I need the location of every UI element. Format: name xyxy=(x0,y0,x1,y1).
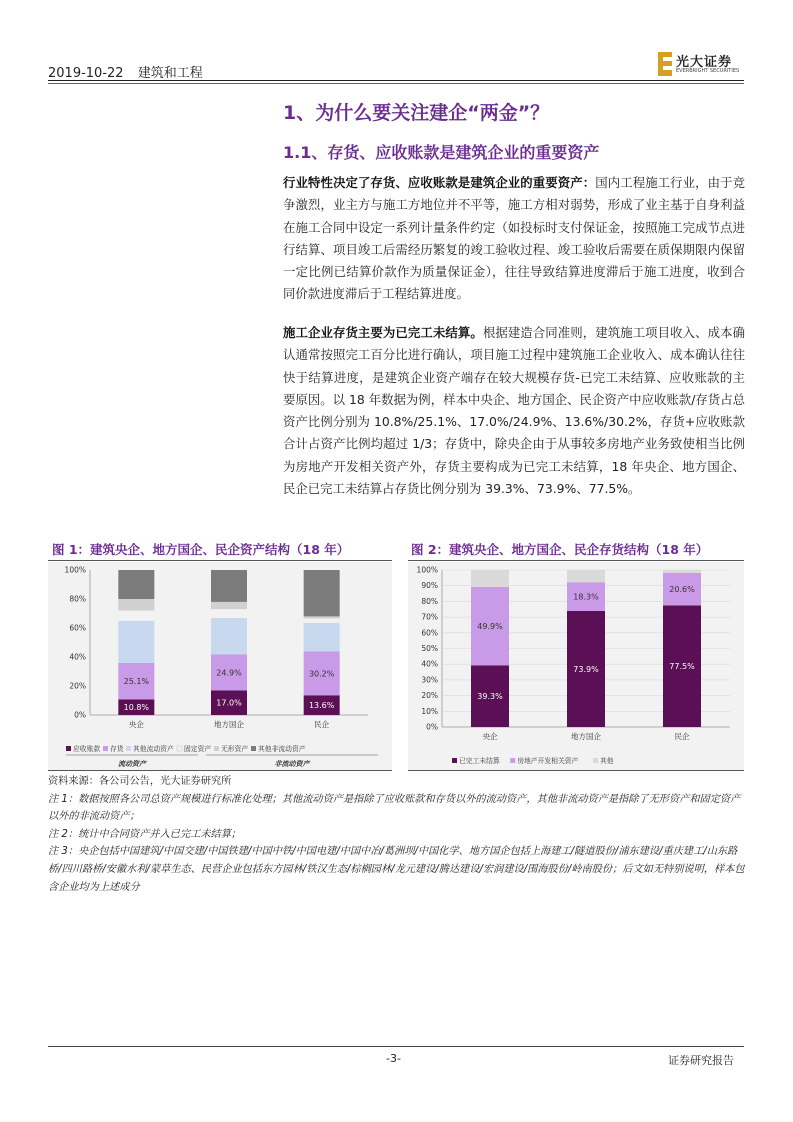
x-tick-label: 民企 xyxy=(674,732,690,741)
y-tick-label: 20% xyxy=(421,691,438,701)
paragraph-body: 根据建造合同准则，建筑施工项目收入、成本确认通常按照完工百分比进行确认，项目施工过程中建筑施工企业收入、成本确认往往快于结算进度，是建筑企业资产端存在较大规模存货-已完工未结算、应收账款的主要原因。以 18 年数据为例，样本中央企、地方国企、民企资产中应收账款/存货占总资产比例分别为 10.8%/25.1%、17.0%/24.9%、13.6%/30.2%，存货+应收账款合计占资产比例均超过 1/3；存货中，除央企由于从事较多房地产业务致使相当比例为房地产开发相关资产外，存货主要构成为已完工未结算，18 年央企、地方国企、民企已完工未结算占存货比例分别为 39.3%、73.9%、77.5%。 xyxy=(283,325,746,497)
report-sector: 建筑和工程 xyxy=(137,66,203,81)
paragraph-body: 国内工程施工行业，由于竞争激烈，业主方与施工方地位并不平等，施工方相对弱势，形成了业主基于自身利益在施工合同中设定一系列计量条件约定（如投标时支付保证金，按照施工完成节点进行结算、项目竣工后需经历繁复的竣工验收过程、竣工验收后需要在质保期限内保留一定比例已结算价款作为质量保证金），往往导致结算进度滞后于施工进度，收到合同价款进度滞后于工程结算进度。 xyxy=(283,175,746,302)
legend-label: 固定资产 xyxy=(184,745,212,753)
data-label: 73.9% xyxy=(573,664,599,674)
legend-swatch xyxy=(103,746,108,751)
legend-swatch xyxy=(177,746,182,751)
legend-label: 其他非流动资产 xyxy=(258,745,306,753)
bar-segment xyxy=(663,570,701,573)
asset-structure-chart xyxy=(48,562,392,770)
report-date: 2019-10-22 xyxy=(48,66,124,81)
page-number: -3- xyxy=(386,1052,401,1065)
y-tick-label: 100% xyxy=(416,565,438,575)
brand-logo xyxy=(658,50,750,80)
paragraph-lead: 行业特性决定了存货、应收账款是建筑企业的重要资产： xyxy=(283,175,596,190)
bar-segment xyxy=(211,570,247,602)
legend-swatch xyxy=(593,758,598,763)
bar-segment xyxy=(211,602,247,609)
legend-label: 存货 xyxy=(110,745,124,753)
header-left xyxy=(48,62,213,81)
data-label: 10.8% xyxy=(123,703,150,713)
bar-segment xyxy=(118,611,154,621)
y-tick-label: 40% xyxy=(69,652,86,662)
data-label: 18.3% xyxy=(573,592,599,602)
bar-segment xyxy=(304,618,340,622)
data-label: 17.0% xyxy=(216,698,242,708)
y-tick-label: 70% xyxy=(421,612,438,622)
y-tick-label: 20% xyxy=(69,681,86,691)
legend-label: 其他 xyxy=(600,757,614,765)
x-tick-label: 央企 xyxy=(482,732,498,741)
notes-block xyxy=(48,773,748,896)
bar-segment xyxy=(471,570,509,587)
figure-1-title: 图 1：建筑央企、地方国企、民企资产结构（18 年） xyxy=(52,542,350,557)
y-tick-label: 50% xyxy=(421,644,438,653)
paragraph-inventory xyxy=(283,322,745,500)
data-label: 20.6% xyxy=(669,585,695,595)
figure-1-top-rule xyxy=(48,560,392,561)
data-label: 13.6% xyxy=(308,701,335,711)
figure-2-bottom-rule xyxy=(408,770,744,771)
data-label: 39.3% xyxy=(477,692,503,702)
y-tick-label: 10% xyxy=(421,706,438,716)
figure-1-chart xyxy=(48,562,392,770)
data-label: 30.2% xyxy=(308,669,335,679)
bar-segment xyxy=(118,570,154,599)
legend-swatch xyxy=(251,746,256,751)
legend-swatch xyxy=(66,746,71,751)
figure-2-chart xyxy=(408,562,744,770)
y-tick-label: 60% xyxy=(421,628,438,638)
y-tick-label: 30% xyxy=(421,675,438,685)
x-tick-label: 央企 xyxy=(128,720,144,729)
legend-label: 无形资产 xyxy=(221,745,249,753)
bar-segment xyxy=(211,609,247,618)
legend-swatch xyxy=(452,758,457,763)
legend-swatch xyxy=(510,758,515,763)
y-tick-label: 100% xyxy=(64,565,86,575)
bar-segment xyxy=(118,599,154,611)
legend-label: 房地产开发相关资产 xyxy=(517,757,579,765)
paragraph-industry-traits xyxy=(283,172,745,306)
x-tick-label: 地方国企 xyxy=(214,720,244,729)
y-tick-label: 80% xyxy=(69,594,86,604)
source-note: 资料来源：各公司公告，光大证券研究所 xyxy=(48,776,232,787)
data-label: 49.9% xyxy=(477,622,503,632)
bar-segment xyxy=(567,570,605,582)
figure-2-top-rule xyxy=(408,560,744,561)
header-rule xyxy=(48,80,744,81)
x-tick-label: 地方国企 xyxy=(571,732,601,741)
figure-1-bottom-rule xyxy=(48,770,392,771)
bar-segment xyxy=(211,618,247,654)
section-heading: 1、为什么要关注建企“两金”？ xyxy=(283,102,550,124)
data-label: 25.1% xyxy=(123,677,150,687)
logo-mark-icon xyxy=(658,52,672,76)
inventory-structure-chart xyxy=(408,562,744,770)
note-2: 注 2：统计中合同资产并入已完工未结算； xyxy=(48,828,242,840)
header-rule-thin xyxy=(48,83,744,84)
bar-segment xyxy=(304,570,340,616)
footer-rule xyxy=(48,1046,744,1047)
legend-label: 其他流动资产 xyxy=(133,745,174,753)
legend-group-label: 非流动资产 xyxy=(274,760,310,768)
paragraph-lead: 施工企业存货主要为已完工未结算。 xyxy=(283,325,483,340)
y-tick-label: 80% xyxy=(421,596,438,606)
subsection-heading: 1.1、存货、应收账款是建筑企业的重要资产 xyxy=(283,143,600,162)
y-tick-label: 90% xyxy=(421,581,438,591)
y-tick-label: 40% xyxy=(421,659,438,669)
y-tick-label: 0% xyxy=(426,722,438,732)
legend-label: 应收账款 xyxy=(73,745,101,753)
bar-segment xyxy=(118,621,154,663)
legend-swatch xyxy=(126,746,131,751)
note-1: 注 1：数据按照各公司总资产规模进行标准化处理；其他流动资产是指除了应收账款和存货以外的流动资产，其他非流动资产是指除了无形资产和固定资产以外的非流动资产； xyxy=(48,793,741,823)
data-label: 77.5% xyxy=(669,662,695,672)
figure-2-title: 图 2：建筑央企、地方国企、民企存货结构（18 年） xyxy=(411,542,709,557)
bar-segment xyxy=(304,623,340,652)
y-tick-label: 0% xyxy=(74,710,86,720)
legend-group-label: 流动资产 xyxy=(118,760,146,768)
logo-name: 光大证券 xyxy=(676,55,733,70)
legend-swatch xyxy=(214,746,219,751)
legend-label: 已完工未结算 xyxy=(459,757,500,765)
bar-segment xyxy=(304,616,340,618)
data-label: 24.9% xyxy=(216,668,242,678)
note-3: 注 3：央企包括中国建筑/中国交建/中国铁建/中国中铁/中国电建/中国中冶/葛洲坝/中国化学、地方国企包括上海建工/隧道股份/浦东建设/重庆建工/山东路桥/四川路桥/安徽水利/蒙草生态、民营企业包括东方园林/铁汉生态/棕榈园林/龙元建设/腾达建设/宏润建设/围海股份/岭南股份；后文如无特别说明，样本包含企业均为上述成分 xyxy=(48,846,745,893)
y-tick-label: 60% xyxy=(69,623,86,633)
logo-english-name: EVERBRIGHT SECURITIES xyxy=(676,68,740,74)
x-tick-label: 民企 xyxy=(314,720,330,729)
report-type: 证券研究报告 xyxy=(668,1054,734,1067)
